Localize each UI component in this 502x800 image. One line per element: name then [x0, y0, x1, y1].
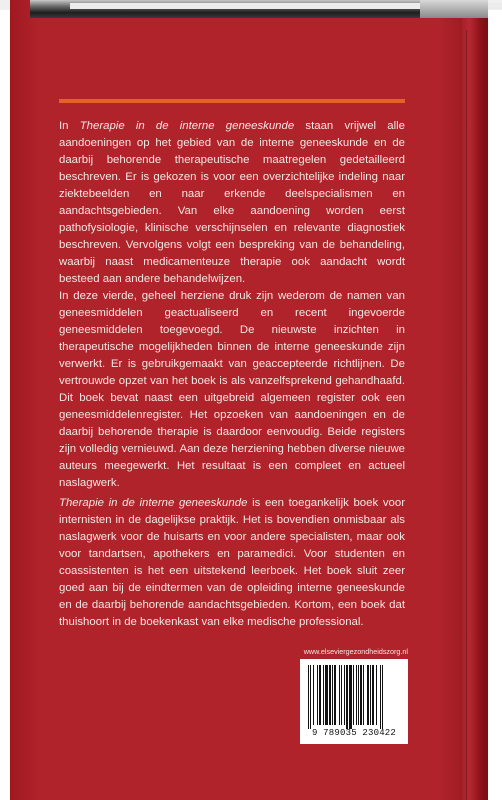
book-title-italic: Therapie in de interne geneeskunde: [79, 120, 295, 132]
paragraph-intro-text: staan vrijwel alle aandoeningen op het gebied van de interne geneeskunde en de daarbij behorende therapeutische maatregelen gedetailleerd beschreven. Er is gekozen is voor een overzichtelijke indeling naar ziektebeelden en naar erkende deelspecialismen en aandachtsgebieden. Van elke aandoening worden eerst pathofysiologie, klinische verschijnselen en relevante diagnostiek beschreven. Vervolgens volgt een bespreking van de behandeling, waarbij naast medicamenteuze therapie ook aandacht wordt besteed aan andere behandelwijzen.: [59, 120, 406, 285]
barcode-bar: [329, 665, 331, 725]
barcode-bar: [310, 665, 311, 729]
barcode-bar: [358, 665, 359, 725]
barcode-bar: [382, 665, 383, 729]
barcode-bar: [339, 665, 340, 725]
barcode-bar: [376, 665, 377, 725]
isbn-barcode: [300, 659, 408, 744]
barcode-bar: [344, 665, 345, 725]
accent-rule: [59, 99, 405, 103]
barcode-bar: [372, 665, 374, 725]
barcode-bar: [360, 665, 362, 725]
barcode-bars: [306, 665, 402, 729]
barcode-bar: [317, 665, 318, 725]
barcode-bar: [380, 665, 381, 729]
barcode-bar: [334, 665, 336, 725]
barcode-bar: [356, 665, 357, 725]
paragraph-edition: In deze vierde, geheel herziene druk zijn wederom de namen van geneesmiddelen geactualiseerd en recent ingevoerde geneesmiddelen toegevoegd. De nieuwste inzichten in therapeutische mogelijkheden binnen de interne geneeskunde zijn verwerkt. Er is gebruikgemaakt van geaccepteerde richtlijnen. De vertrouwde opzet van het boek is als vanzelfsprekend gehandhaafd. Dit boek bevat naast een uitgebreid algemeen register ook een geneesmiddelenregister. Het opzoeken van aandoeningen en de daarbij behorende therapie is daardoor eenvoudig. Beide registers zijn volledig vernieuwd. Aan deze herziening hebben diverse nieuwe auteurs meegewerkt. Het resultaat is een compleet en actueel naslagwerk.: [59, 290, 405, 489]
book-title-italic: Therapie in de interne geneeskunde: [59, 497, 248, 509]
barcode-bar: [353, 665, 354, 725]
barcode-bar: [370, 665, 371, 725]
barcode-bar: [363, 665, 364, 725]
publisher-website: www.elseviergezondheidszorg.nl: [303, 647, 408, 656]
paragraph-intro-lead: In: [59, 120, 80, 132]
barcode-bar: [367, 665, 369, 725]
barcode-bar: [341, 665, 342, 725]
book-top-corner: [420, 0, 488, 18]
paragraph-audience-text: is een toegankelijk boek voor internisten in de dagelijkse praktijk. Het is bovendien onmisbaar als naslagwerk voor de huisarts en voor andere specialisten, maar ook voor tandartsen, apothekers en paramedici. Voor studenten en coassistenten is het een uitstekend leerboek. Het boek sluit zeer goed aan bij de eindtermen van de opleiding interne geneeskunde en de daarbij behorende aandachtsgebieden. Kortom, een boek dat thuishoort in de boekenkast van elke medische professional.: [59, 497, 405, 628]
barcode-bar: [323, 665, 324, 725]
barcode-bar: [332, 665, 333, 725]
barcode-bar: [313, 665, 314, 725]
paragraph-intro: [59, 118, 405, 288]
barcode-bar: [349, 665, 352, 729]
barcode-bar: [319, 665, 321, 725]
barcode-bar: [346, 665, 348, 729]
barcode-bar: [308, 665, 309, 729]
book-hinge-line: [466, 30, 467, 800]
barcode-bar: [325, 665, 328, 725]
paragraph-audience: [59, 495, 405, 631]
isbn-number: 9 789035 230422: [311, 728, 396, 738]
